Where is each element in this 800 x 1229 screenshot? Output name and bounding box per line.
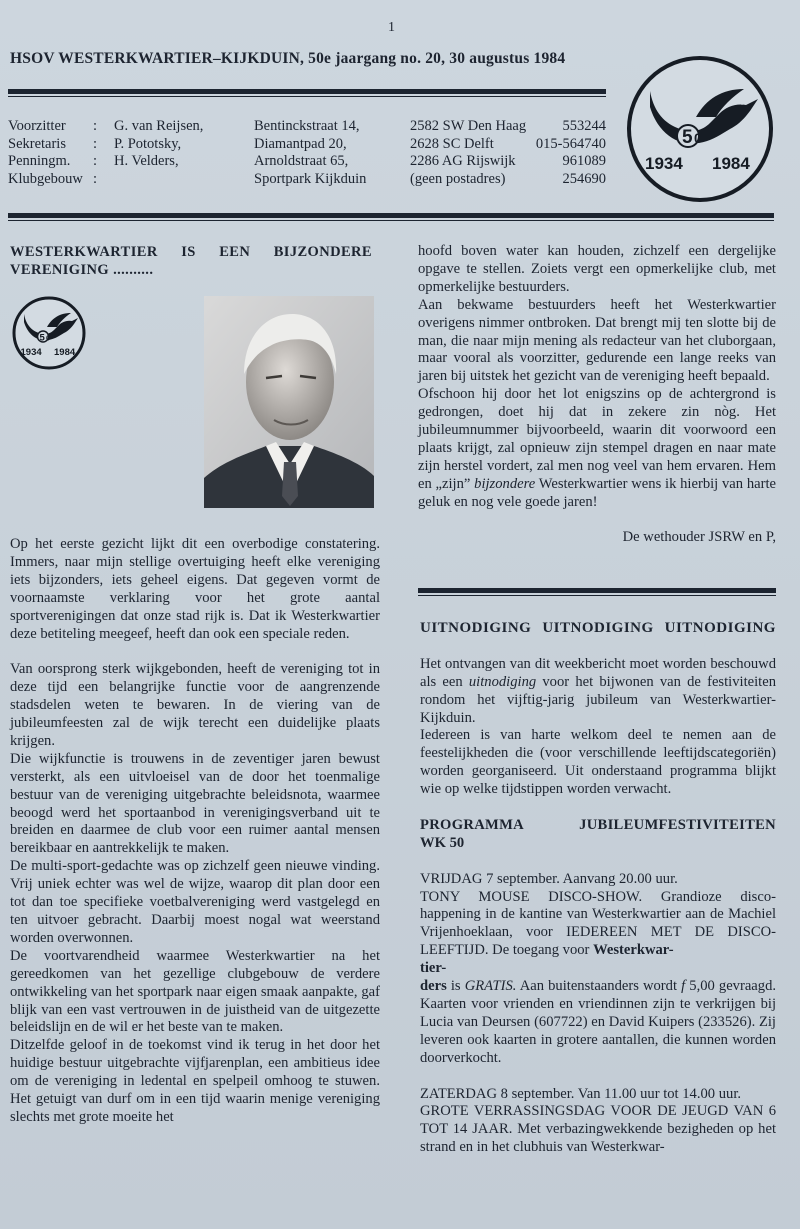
board-phone: 553244	[562, 118, 606, 134]
board-postcodes	[410, 118, 526, 188]
club-logo	[626, 55, 774, 203]
paragraph: Op het eerste gezicht lijkt dit een overbodige constatering. Immers, naar mijn stellige overtuiging heeft elke vereniging iets bijzonders, iets geheel eigens. Dat gegeven vormt de voornaamste verklaring voor het grote aantal sportverenigingen dat onze stad rijk is. Dat ik Westerkwartier deze betiteling meegeef, heeft dan ook een speciale reden.	[10, 536, 380, 642]
article-body-left	[10, 536, 380, 1127]
board-name: H. Velders,	[114, 153, 179, 169]
signature: De wethouder JSRW en P,	[622, 529, 776, 546]
logo-year-right: 1984	[712, 154, 750, 173]
svg-text:5: 5	[39, 332, 45, 344]
board-streets	[254, 118, 366, 188]
svg-text:0: 0	[46, 335, 50, 343]
program-heading: PROGRAMMA JUBILEUMFESTIVITEITEN	[420, 816, 776, 833]
board-role: Voorzitter	[8, 118, 66, 134]
section-rule	[418, 588, 776, 593]
paragraph: Van oorsprong sterk wijkgebonden, heeft de vereniging tot in deze tijd een belangrijke functie voor de aangrenzende stadsdelen weten te bewaren. In de viering van de jubileumfeesten zal de wijk terecht een duidelijke plaats krijgen.	[10, 661, 380, 749]
board-role: Penningm.	[8, 153, 71, 169]
invitation-heading: UITNODIGING UITNODIGING UITNODIGING	[420, 620, 776, 636]
board-phones	[534, 118, 606, 188]
board-phone: 015-564740	[535, 135, 606, 152]
board-street: Diamantpad 20,	[254, 135, 347, 152]
masthead-rule-thin	[8, 96, 606, 97]
section-rule-thin	[418, 595, 776, 596]
board-street: Bentinckstraat 14,	[254, 118, 360, 134]
board-postcode: 2286 AG Rijswijk	[410, 153, 516, 169]
paragraph: Het ontvangen van dit weekbericht moet worden beschouwd als een uitnodiging voor het bijwonen van de festiviteiten rondom het vijftig-jarig jubileum van Westerkwartier-Kijkduin.	[420, 655, 776, 726]
article-body-right	[418, 243, 776, 547]
invitation-section	[420, 620, 776, 1157]
paragraph: hoofd boven water kan houden, zichzelf een dergelijke opgave te stellen. Zoiets vergt een opmerkelijke club, met opmerkelijke bestuurders.	[418, 243, 776, 295]
board-name: G. van Reijsen,	[114, 118, 204, 134]
club-logo-small	[12, 296, 86, 370]
board-street: Arnoldstraat 65,	[254, 153, 349, 169]
logo-year-left: 1934	[645, 154, 683, 173]
logo-number: 5	[682, 127, 693, 148]
board-sep: :	[93, 135, 98, 152]
board-phone: 254690	[562, 170, 606, 187]
paragraph: Aan bekwame bestuurders heeft het Westerkwartier overigens nimmer ontbroken. Dat brengt mij ten slotte bij de man, die naar mijn mening als redacteur van het cluborgaan, maar vooral als voorzitter, gedurende een lange reeks van jaren bij uitstek het gezicht van de vereniging heeft bepaald.	[418, 296, 776, 385]
paragraph: Ofschoon hij door het lot enigszins op de achtergrond is gedrongen, doet hij dat in zekere zin nòg. Het jubileumnummer bijvoorbeeld, waarin dit voorwoord een plaats krijgt, zal opnieuw zijn stempel dragen en naar mate zijn herstel vordert, zal men nog veel van hem ervaren. Hem en „zijn” bijzondere Westerkwartier wens ik hierbij van harte geluk en nog vele goede jaren!	[418, 386, 776, 510]
board-sep: :	[93, 118, 98, 134]
board-postcode: (geen postadres)	[410, 170, 506, 187]
board-names	[114, 118, 203, 171]
paragraph: TONY MOUSE DISCO-SHOW. Grandioze disco-happening in de kantine van Westerkwartier aan de Machiel Vrijenhoeklaan, voor IEDEREEN MET DE DISCO-LEEFTIJD. De toegang voor Westerkwar- tier- ders is GRATIS. Aan buitenstaanders wordt f 5,00 gevraagd. Kaarten voor vrienden en vriendinnen zijn te verkrijgen bij Lucia van Deursen (607722) en David Kuipers (233526). Zij leveren ook kaarten in grotere aantallen, die kunnen worden doorverkocht.	[420, 888, 777, 1066]
board-sep: :	[93, 170, 98, 187]
article-title-line: WESTERKWARTIER IS EEN BIJZONDERE	[10, 244, 372, 260]
board-roles	[8, 118, 83, 188]
paragraph: Ditzelfde geloof in de toekomst vind ik terug in het door het huidige bestuur uitgebrachte vijfjarenplan, een ambitieus idee om de vereniging in ledental en spelpeil omhoog te stuwen. Het getuigt van durf om in een tijd waarin menige vereniging slechts met grote moeite het	[10, 1037, 380, 1125]
event-date: ZATERDAG 8 september. Van 11.00 uur tot 14.00 uur.	[420, 1085, 742, 1102]
event-date: VRIJDAG 7 september. Aanvang 20.00 uur.	[420, 870, 678, 887]
board-sep: :	[93, 153, 98, 169]
board-name: P. Pototsky,	[114, 135, 182, 152]
header-rule-thin	[8, 220, 774, 221]
masthead-rule	[8, 89, 606, 94]
header-rule	[8, 213, 774, 218]
svg-text:0: 0	[694, 130, 702, 146]
svg-text:1934: 1934	[20, 347, 42, 358]
board-postcode: 2628 SC Delft	[410, 135, 494, 152]
paragraph: Die wijkfunctie is trouwens in de zeventiger jaren bewust versterkt, als een uitvloeisel van de door het toenmalige bestuur van de vereniging uitgebrachte beleidsnota, waarmee beoogd werd het sportaanbod in verenigingsverband uit te breiden en daarmee de club voor een ruimer aantal mensen bereikbaar en aantrekkelijk te maken.	[10, 750, 380, 857]
article-title-line: VERENIGING ..........	[10, 262, 154, 278]
portrait-photo	[204, 296, 374, 508]
article-title	[10, 243, 372, 279]
paragraph: Iedereen is van harte welkom deel te nemen aan de feestelijkheden die (voor verschillende leeftijdscategoriën) worden georganiseerd. Uit onderstaand programma blijkt wie op welke tijdstippen worden verwacht.	[420, 727, 776, 798]
board-separators	[93, 118, 97, 188]
board-postcode: 2582 SW Den Haag	[410, 118, 527, 134]
board-role: Sekretaris	[8, 135, 66, 152]
page-number: 1	[388, 20, 395, 35]
board-role: Klubgebouw	[8, 170, 83, 187]
masthead: HSOV WESTERKWARTIER–KIJKDUIN, 50e jaargang no. 20, 30 augustus 1984	[10, 50, 566, 67]
program-subheading: WK 50	[420, 834, 465, 851]
paragraph: De multi-sport-gedachte was op zichzelf geen nieuwe vinding. Vrij uniek echter was wel de wijze, waarop dit plan door een tot dan toe specifieke voetbalvereniging werd vastgelegd en ten uitvoer gebracht. Daarbij moest nogal wat weerstand worden overwonnen.	[10, 858, 380, 946]
paragraph: GROTE VERRASSINGSDAG VOOR DE JEUGD VAN 6 TOT 14 JAAR. Met verbazingwekkende bezigheden op het strand en in het clubhuis van Westerkwar-	[420, 1103, 776, 1156]
board-street: Sportpark Kijkduin	[254, 170, 367, 187]
svg-text:1984: 1984	[54, 347, 76, 358]
board-phone: 961089	[562, 153, 606, 169]
paragraph: De voortvarendheid waarmee Westerkwartier na het gereedkomen van het gezellige clubgebouw de verdere ontwikkeling van het sportpark naar eigen smaak aanpakte, gaf blijk van een vast vertrouwen in de juistheid van de uitgezette beleidslijn en de wil er het beste van te maken.	[10, 947, 380, 1036]
